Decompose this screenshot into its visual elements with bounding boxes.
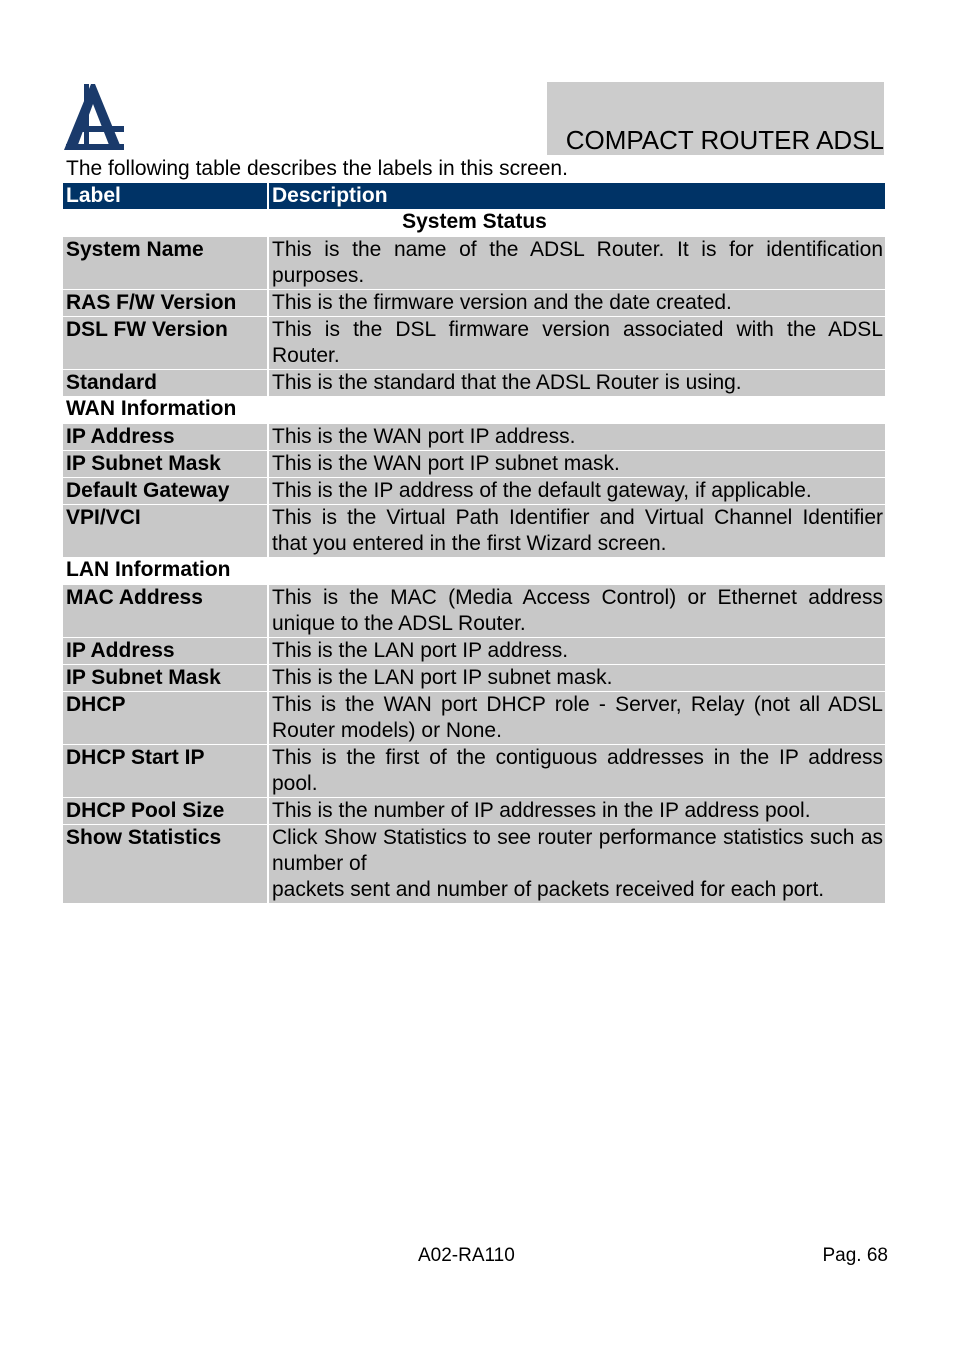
row-description: This is the MAC (Media Access Control) or Ethernet address unique to the ADSL Router. bbox=[269, 584, 885, 637]
section-row bbox=[63, 209, 885, 236]
table-row bbox=[63, 824, 885, 903]
table-row bbox=[63, 477, 885, 504]
row-description: This is the name of the ADSL Router. It is for identification purposes. bbox=[269, 236, 885, 289]
row-description: This is the number of IP addresses in the IP address pool. bbox=[269, 797, 885, 824]
row-label: Default Gateway bbox=[63, 477, 269, 504]
table-row bbox=[63, 236, 885, 289]
table-row bbox=[63, 797, 885, 824]
table-row bbox=[63, 584, 885, 637]
table-row bbox=[63, 450, 885, 477]
table-row bbox=[63, 369, 885, 396]
table-row bbox=[63, 504, 885, 557]
table-row bbox=[63, 664, 885, 691]
table-row bbox=[63, 637, 885, 664]
row-label: MAC Address bbox=[63, 584, 269, 637]
column-header-description: Description bbox=[269, 183, 885, 209]
row-description: This is the LAN port IP subnet mask. bbox=[269, 664, 885, 691]
labels-table bbox=[63, 183, 885, 903]
section-row bbox=[63, 396, 885, 423]
intro-text: The following table describes the labels in this screen. bbox=[66, 157, 568, 180]
row-description: This is the WAN port IP address. bbox=[269, 423, 885, 450]
row-description: This is the LAN port IP address. bbox=[269, 637, 885, 664]
row-label: System Name bbox=[63, 236, 269, 289]
row-description: This is the WAN port IP subnet mask. bbox=[269, 450, 885, 477]
section-heading: WAN Information bbox=[63, 396, 885, 423]
row-label: DHCP bbox=[63, 691, 269, 744]
row-description: This is the Virtual Path Identifier and Virtual Channel Identifier that you entered in the first Wizard screen. bbox=[269, 504, 885, 557]
table-row bbox=[63, 289, 885, 316]
row-label: RAS F/W Version bbox=[63, 289, 269, 316]
page-title: COMPACT ROUTER ADSL bbox=[565, 125, 884, 155]
section-heading: System Status bbox=[63, 209, 885, 236]
row-label: DSL FW Version bbox=[63, 316, 269, 369]
header-title-box bbox=[547, 82, 884, 155]
row-description: This is the WAN port DHCP role - Server, Relay (not all ADSL Router models) or None. bbox=[269, 691, 885, 744]
table-row bbox=[63, 316, 885, 369]
row-label: IP Address bbox=[63, 423, 269, 450]
row-label: IP Subnet Mask bbox=[63, 450, 269, 477]
table-row bbox=[63, 691, 885, 744]
row-label: Standard bbox=[63, 369, 269, 396]
row-description: This is the standard that the ADSL Router is using. bbox=[269, 369, 885, 396]
description-line: Click Show Statistics to see router performance statistics such as number of bbox=[272, 826, 883, 875]
section-heading: LAN Information bbox=[63, 557, 885, 584]
row-description bbox=[269, 824, 885, 903]
table-row bbox=[63, 744, 885, 797]
row-description: This is the DSL firmware version associated with the ADSL Router. bbox=[269, 316, 885, 369]
row-description: This is the firmware version and the date created. bbox=[269, 289, 885, 316]
section-row bbox=[63, 557, 885, 584]
atlantis-a-logo-icon bbox=[64, 82, 126, 152]
row-label: DHCP Pool Size bbox=[63, 797, 269, 824]
description-line: packets sent and number of packets received for each port. bbox=[272, 878, 825, 901]
row-description: This is the IP address of the default gateway, if applicable. bbox=[269, 477, 885, 504]
row-label: DHCP Start IP bbox=[63, 744, 269, 797]
table-header bbox=[63, 183, 885, 209]
table-row bbox=[63, 423, 885, 450]
row-label: Show Statistics bbox=[63, 824, 269, 903]
row-label: IP Address bbox=[63, 637, 269, 664]
row-label: IP Subnet Mask bbox=[63, 664, 269, 691]
row-label: VPI/VCI bbox=[63, 504, 269, 557]
row-description: This is the first of the contiguous addresses in the IP address pool. bbox=[269, 744, 885, 797]
document-code: A02-RA110 bbox=[418, 1245, 515, 1266]
column-header-label: Label bbox=[63, 183, 269, 209]
page-number: Pag. 68 bbox=[822, 1245, 888, 1266]
